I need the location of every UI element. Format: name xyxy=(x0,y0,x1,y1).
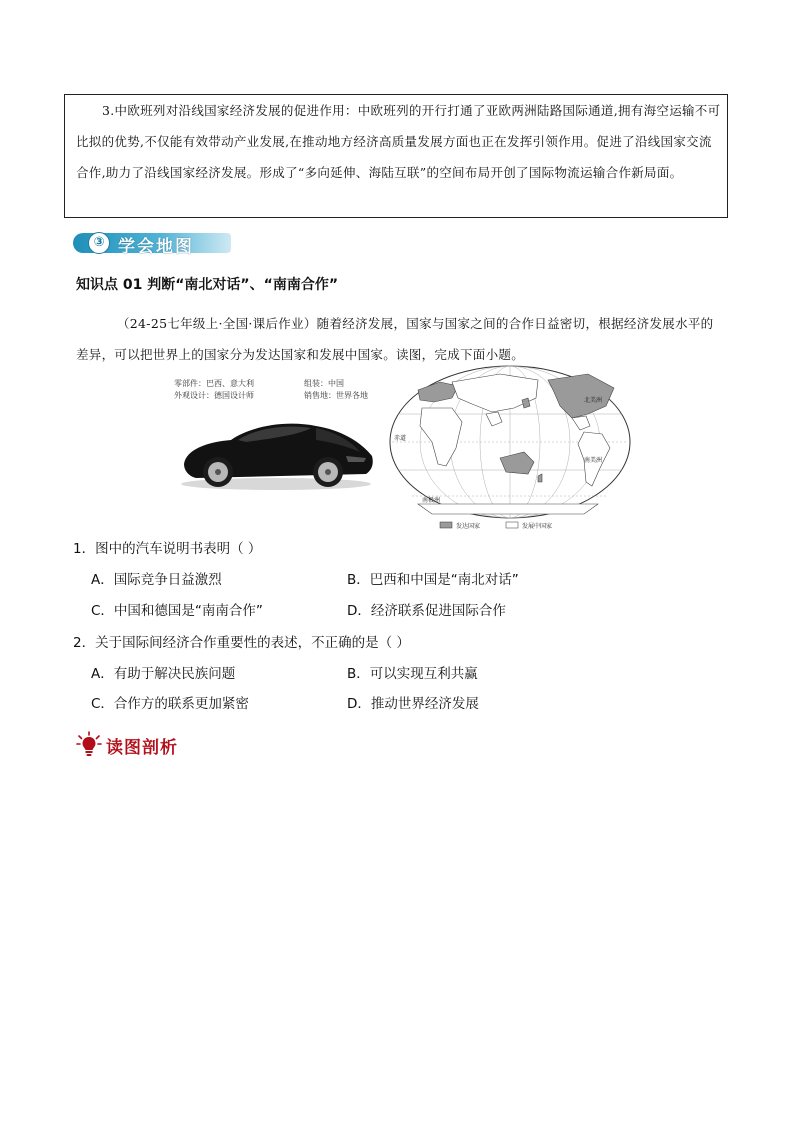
spec-design: 外观设计：德国设计师 xyxy=(174,391,254,400)
legend-developing-swatch xyxy=(506,522,518,528)
question-1-stem: 1．图中的汽车说明书表明（ ） xyxy=(73,541,262,557)
note-text xyxy=(76,95,722,188)
map-label-south-america: 南美洲 xyxy=(584,457,603,464)
map-label-equator: 赤道 xyxy=(394,435,407,442)
section-banner xyxy=(73,230,231,256)
map-label-north-america: 北美洲 xyxy=(584,397,603,404)
spec-parts: 零部件：巴西、意大利 xyxy=(174,379,254,388)
world-map xyxy=(388,364,632,532)
car-panel xyxy=(170,372,398,532)
spec-assembly: 组装：中国 xyxy=(304,379,344,388)
map-label-antarctica: 南极洲 xyxy=(422,497,441,504)
legend-developed-label: 发达国家 xyxy=(456,523,481,530)
question-2-option-c: C．合作方的联系更加紧密 xyxy=(91,696,249,712)
question-1-option-a: A．国际竞争日益激烈 xyxy=(91,572,222,588)
legend-developing-label: 发展中国家 xyxy=(522,523,553,530)
intro-paragraph: （24-25七年级上·全国·课后作业）随着经济发展，国家与国家之间的合作日益密切，根据经济发展水平的差异，可以把世界上的国家分为发达国家和发展中国家。读图，完成下面小题。 xyxy=(76,316,714,362)
intro-text xyxy=(76,308,726,370)
note-paragraph: 3.中欧班列对沿线国家经济发展的促进作用：中欧班列的开行打通了亚欧两洲陆路国际通道,拥有海空运输不可比拟的优势,不仅能有效带动产业发展,在推动地方经济高质量发展方面也正在发挥引领作用。促进了沿线国家交流合作,助力了沿线国家经济发展。形成了“多向延伸、海陆互联”的空间布局开创了国际物流运输合作新局面。 xyxy=(76,103,721,180)
figure xyxy=(170,372,632,532)
spec-sales: 销售地：世界各地 xyxy=(304,391,368,400)
question-2-stem: 2．关于国际间经济合作重要性的表述，不正确的是（ ） xyxy=(73,635,410,651)
section-number: ③ xyxy=(88,232,110,254)
section-title: 学会地图 xyxy=(118,237,194,257)
lightbulb-icon xyxy=(76,731,102,757)
question-2-option-a: A．有助于解决民族问题 xyxy=(91,666,236,682)
legend-developed-swatch xyxy=(440,522,452,528)
question-2-option-b: B．可以实现互利共赢 xyxy=(347,666,478,682)
analysis-heading xyxy=(74,731,224,757)
sports-car-image xyxy=(176,412,376,492)
analysis-title: 读图剖析 xyxy=(106,738,178,758)
question-1-option-d: D．经济联系促进国际合作 xyxy=(347,603,506,619)
knowledge-point-title: 知识点 01 判断“南北对话”、“南南合作” xyxy=(76,277,339,293)
question-1-option-b: B．巴西和中国是“南北对话” xyxy=(347,572,519,588)
question-2-option-d: D．推动世界经济发展 xyxy=(347,696,479,712)
question-1-option-c: C．中国和德国是“南南合作” xyxy=(91,603,263,619)
